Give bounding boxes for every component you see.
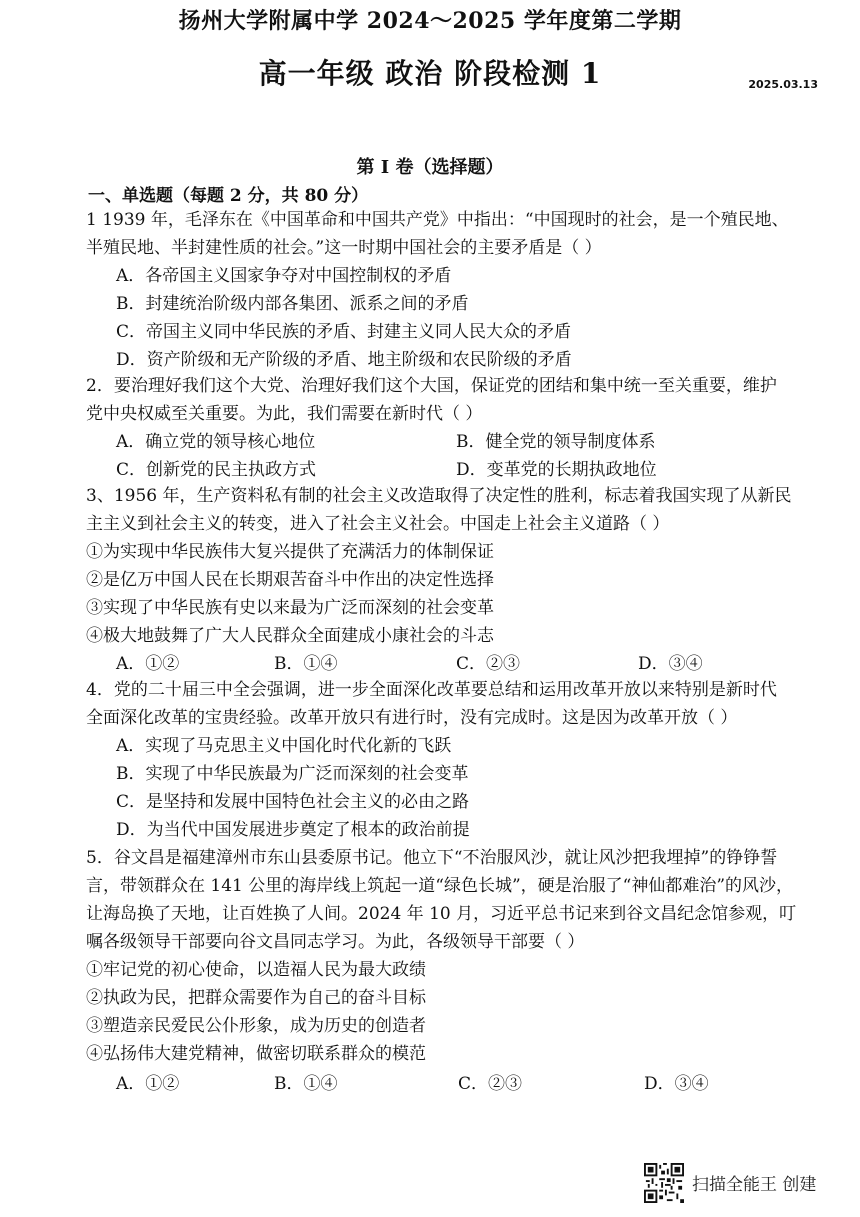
question-text-line: 半殖民地、半封建性质的社会。”这一时期中国社会的主要矛盾是（ ） [86,238,602,258]
option-b: B．封建统治阶级内部各集团、派系之间的矛盾 [116,294,469,314]
question-2 [86,372,838,428]
option-a: A．①② [116,1074,180,1094]
question-text-line: 主主义到社会主义的转变，进入了社会主义社会。中国走上社会主义道路（ ） [86,514,670,534]
question-text-line: 3、1956 年，生产资料私有制的社会主义改造取得了决定性的胜利，标志着我国实现了从新民 [86,486,792,506]
statement-2: ②是亿万中国人民在长期艰苦奋斗中作出的决定性选择 [86,570,494,590]
option-b: B．健全党的领导制度体系 [456,432,656,452]
question-3 [86,482,838,538]
scanner-watermark-text: 扫描全能王 创建 [692,1175,817,1195]
option-a: A．①② [116,654,180,674]
option-a: A．各帝国主义国家争夺对中国控制权的矛盾 [116,266,452,286]
exam-title: 高一年级 政治 阶段检测 1 [258,57,602,90]
option-b: B．①④ [274,654,338,674]
statement-2: ②执政为民，把群众需要作为自己的奋斗目标 [86,988,426,1008]
option-d: D．资产阶级和无产阶级的矛盾、地主阶级和农民阶级的矛盾 [116,350,572,370]
statement-4: ④弘扬伟大建党精神，做密切联系群众的模范 [86,1044,426,1064]
question-text-line: 4．党的二十届三中全会强调，进一步全面深化改革要总结和运用改革开放以来特别是新时代 [86,680,777,700]
option-b: B．①④ [274,1074,338,1094]
question-text-line: 嘱各级领导干部要向谷文昌同志学习。为此，各级领导干部要（ ） [86,932,585,952]
statement-1: ①牢记党的初心使命，以造福人民为最大政绩 [86,960,426,980]
question-text-line: 全面深化改革的宝贵经验。改革开放只有进行时，没有完成时。这是因为改革开放（ ） [86,708,738,728]
option-c: C．②③ [456,654,521,674]
option-c: C．②③ [458,1074,523,1094]
option-a: A．实现了马克思主义中国化时代化新的飞跃 [116,736,452,756]
option-c: C．创新党的民主执政方式 [116,460,317,480]
exam-date: 2025.03.13 [748,78,818,91]
option-d: D．变革党的长期执政地位 [456,460,657,480]
question-text-line: 1 1939 年，毛泽东在《中国革命和中国共产党》中指出：“中国现时的社会，是一个殖民地、 [86,210,789,230]
question-text-line: 5．谷文昌是福建漳州市东山县委原书记。他立下“不治服风沙，就让风沙把我埋掉”的铮铮誓 [86,848,778,868]
section-heading: 一、单选题（每题 2 分，共 80 分） [88,186,369,206]
option-b: B．实现了中华民族最为广泛而深刻的社会变革 [116,764,469,784]
statement-1: ①为实现中华民族伟大复兴提供了充满活力的体制保证 [86,542,494,562]
statement-3: ③塑造亲民爱民公仆形象，成为历史的创造者 [86,1016,426,1036]
question-text-line: 党中央权威至关重要。为此，我们需要在新时代（ ） [86,404,483,424]
option-d: D．③④ [644,1074,709,1094]
option-c: C．是坚持和发展中国特色社会主义的必由之路 [116,792,470,812]
statement-4: ④极大地鼓舞了广大人民群众全面建成小康社会的斗志 [86,626,494,646]
qr-code-icon [644,1163,684,1203]
question-text-line: 让海岛换了天地，让百姓换了人间。2024 年 10 月，习近平总书记来到谷文昌纪念馆参观，叮 [86,904,797,924]
option-d: D．③④ [638,654,703,674]
option-a: A．确立党的领导核心地位 [116,432,316,452]
question-5 [86,844,838,956]
option-c: C．帝国主义同中华民族的矛盾、封建主义同人民大众的矛盾 [116,322,572,342]
statement-3: ③实现了中华民族有史以来最为广泛而深刻的社会变革 [86,598,494,618]
school-term-header: 扬州大学附属中学 2024～2025 学年度第二学期 [178,8,682,34]
question-text-line: 2．要治理好我们这个大党、治理好我们这个大国，保证党的团结和集中统一至关重要，维护 [86,376,777,396]
option-d: D．为当代中国发展进步奠定了根本的政治前提 [116,820,470,840]
question-1 [86,206,838,262]
question-4 [86,676,838,732]
question-text-line: 言，带领群众在 141 公里的海岸线上筑起一道“绿色长城”，硬是治服了“神仙都难治”的风沙， [86,876,794,896]
volume-heading: 第 I 卷（选择题） [356,157,504,178]
